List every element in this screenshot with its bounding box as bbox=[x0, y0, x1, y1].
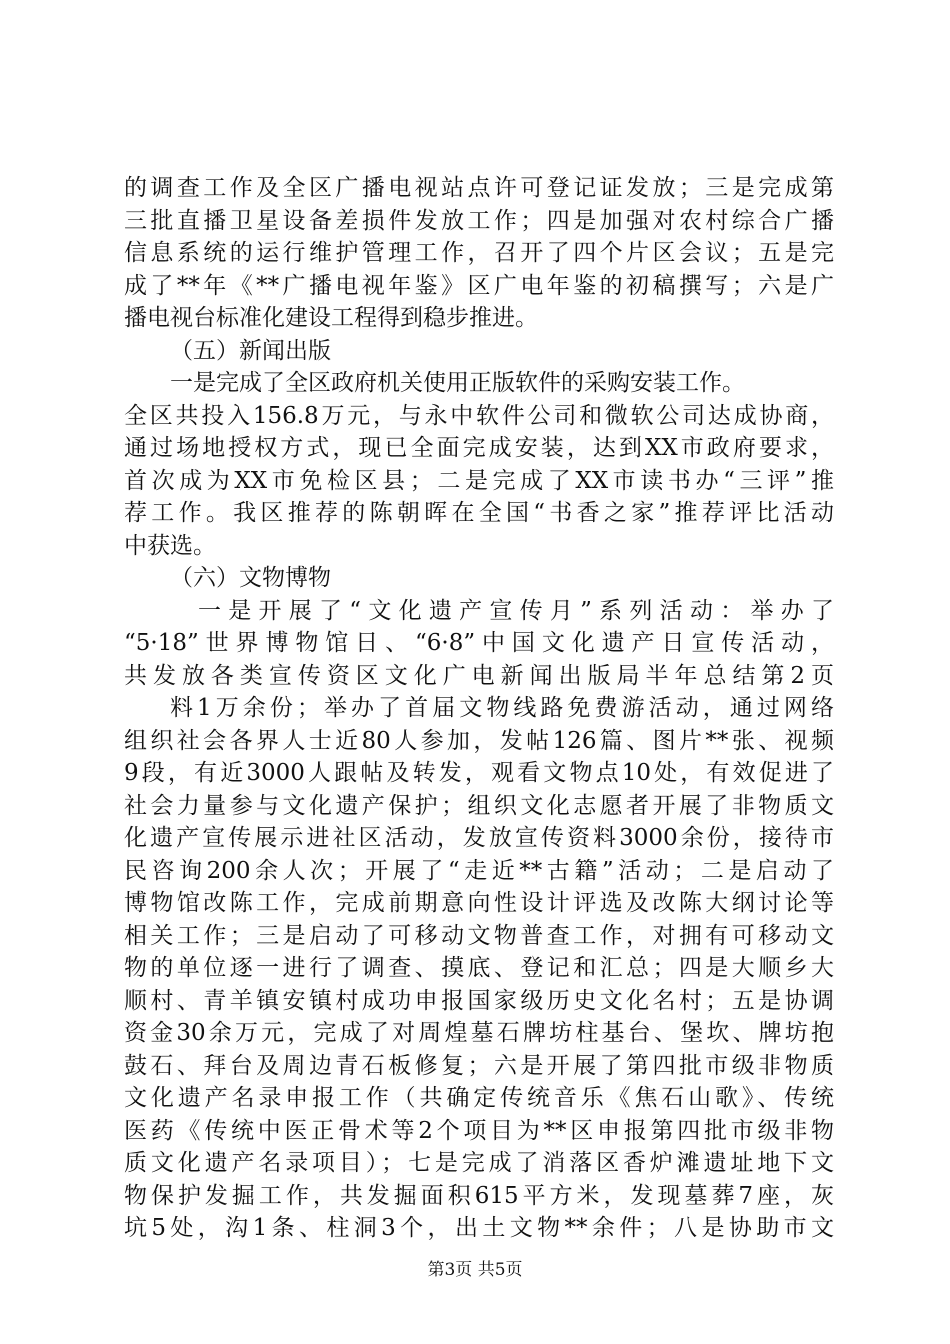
text-line: 社会力量参与文化遗产保护；组织文化志愿者开展了非物质文 bbox=[124, 792, 834, 819]
text-line: 中获选。 bbox=[124, 532, 216, 559]
text-line: 相关工作；三是启动了可移动文物普查工作，对拥有可移动文 bbox=[124, 922, 834, 949]
text-line: 民咨询200余人次；开展了“走近**古籍”活动；二是启动了 bbox=[124, 857, 834, 884]
text-line: 9段，有近3000人跟帖及转发，观看文物点10处，有效促进了 bbox=[124, 760, 834, 786]
page-number: 第3页 共5页 bbox=[427, 1260, 523, 1280]
page-footer bbox=[0, 1255, 950, 1280]
text-line: 三批直播卫星设备差损件发放工作；四是加强对农村综合广播 bbox=[124, 207, 834, 234]
text-line: 成了**年《**广播电视年鉴》区广电年鉴的初稿撰写；六是广 bbox=[124, 272, 834, 299]
text-line: 顺村、青羊镇安镇村成功申报国家级历史文化名村；五是协调 bbox=[124, 987, 834, 1014]
text-line: 文化遗产名录申报工作（共确定传统音乐《焦石山歌》、传统 bbox=[124, 1085, 834, 1111]
text-line: 物的单位逐一进行了调查、摸底、登记和汇总；四是大顺乡大 bbox=[124, 955, 834, 981]
text-line: 化遗产宣传展示进社区活动，发放宣传资料3000余份，接待市 bbox=[124, 825, 834, 851]
text-line: 料1万余份；举办了首届文物线路免费游活动，通过网络 bbox=[170, 695, 834, 721]
text-line: 坑5处，沟1条、柱洞3个，出土文物**余件；八是协助市文 bbox=[124, 1215, 834, 1241]
section-heading: （五）新闻出版 bbox=[170, 337, 331, 364]
text-line: 信息系统的运行维护管理工作，召开了四个片区会议；五是完 bbox=[124, 240, 834, 266]
text-line: 的调查工作及全区广播电视站点许可登记证发放；三是完成第 bbox=[124, 175, 834, 201]
text-line: 播电视台标准化建设工程得到稳步推进。 bbox=[124, 305, 538, 331]
text-line: 组织社会各界人士近80人参加，发帖126篇、图片**张、视频 bbox=[124, 727, 834, 754]
text-line: 首次成为XX市免检区县；二是完成了XX市读书办“三评”推 bbox=[124, 467, 834, 494]
text-line: 质文化遗产名录项目）；七是完成了消落区香炉滩遗址地下文 bbox=[124, 1150, 834, 1176]
document-body bbox=[124, 172, 834, 1245]
text-line: 共发放各类宣传资区文化广电新闻出版局半年总结第2页 bbox=[124, 662, 834, 689]
text-line: 一是完成了全区政府机关使用正版软件的采购安装工作。 bbox=[170, 370, 745, 396]
text-line: 一是开展了“文化遗产宣传月”系列活动：举办了 bbox=[198, 597, 834, 624]
text-line: 博物馆改陈工作，完成前期意向性设计评选及改陈大纲讨论等 bbox=[124, 890, 834, 916]
text-line: “5·18”世界博物馆日、“6·8”中国文化遗产日宣传活动， bbox=[124, 630, 834, 656]
text-line: 医药《传统中医正骨术等2个项目为**区申报第四批市级非物 bbox=[124, 1117, 834, 1144]
text-line: 通过场地授权方式，现已全面完成安装，达到XX市政府要求， bbox=[124, 435, 834, 461]
text-line: 荐工作。我区推荐的陈朝晖在全国“书香之家”推荐评比活动 bbox=[124, 500, 834, 526]
section-heading: （六）文物博物 bbox=[170, 565, 331, 591]
text-line: 全区共投入156.8万元，与永中软件公司和微软公司达成协商， bbox=[124, 402, 834, 429]
text-line: 鼓石、拜台及周边青石板修复；六是开展了第四批市级非物质 bbox=[124, 1052, 834, 1079]
text-line: 资金30余万元，完成了对周煌墓石牌坊柱基台、堡坎、牌坊抱 bbox=[124, 1020, 834, 1046]
text-line: 物保护发掘工作，共发掘面积615平方米，发现墓葬7座，灰 bbox=[124, 1182, 834, 1209]
